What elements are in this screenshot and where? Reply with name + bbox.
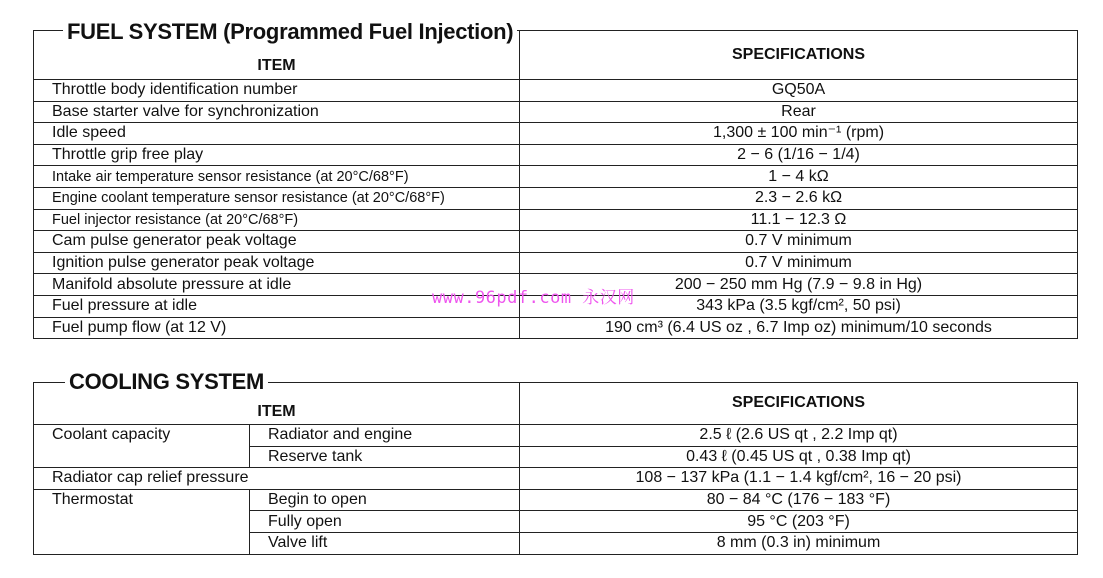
fuel-header-row: [34, 30, 1078, 80]
fuel-spec-cell: 2.3 − 2.6 kΩ: [520, 187, 1078, 209]
fuel-item-header: ITEM: [34, 30, 520, 80]
begin-open-spec: 80 − 84 °C (176 − 183 °F): [520, 489, 1078, 511]
valve-lift-label: Valve lift: [250, 532, 520, 554]
fuel-spec-cell: 200 − 250 mm Hg (7.9 − 9.8 in Hg): [520, 274, 1078, 296]
fuel-item-cell: Intake air temperature sensor resistance (at 20°C/68°F): [34, 166, 520, 188]
fuel-spec-cell: 0.7 V minimum: [520, 231, 1078, 253]
table-row: [34, 101, 1078, 123]
fuel-item-cell: Cam pulse generator peak voltage: [34, 231, 520, 253]
fully-open-label: Fully open: [250, 511, 520, 533]
table-row: [34, 317, 1078, 339]
cooling-item-header: ITEM: [34, 382, 520, 425]
cooling-spec-header: SPECIFICATIONS: [520, 382, 1078, 425]
radiator-engine-spec: 2.5 ℓ (2.6 US qt , 2.2 Imp qt): [520, 425, 1078, 447]
fuel-item-cell: Engine coolant temperature sensor resistance (at 20°C/68°F): [34, 187, 520, 209]
watermark-text: www.96pdf.com 永汉网: [432, 288, 635, 308]
cooling-spec-table: [33, 382, 1078, 555]
fuel-item-cell: Fuel injector resistance (at 20°C/68°F): [34, 209, 520, 231]
fuel-item-cell: Ignition pulse generator peak voltage: [34, 252, 520, 274]
fuel-spec-cell: 2 − 6 (1/16 − 1/4): [520, 144, 1078, 166]
table-row: [34, 468, 1078, 490]
fuel-spec-cell: GQ50A: [520, 80, 1078, 102]
fuel-item-cell: Fuel pump flow (at 12 V): [34, 317, 520, 339]
fuel-item-cell: Manifold absolute pressure at idle: [34, 274, 520, 296]
fuel-spec-cell: 1 − 4 kΩ: [520, 166, 1078, 188]
fuel-section-title: FUEL SYSTEM (Programmed Fuel Injection): [63, 20, 517, 44]
table-row: [34, 187, 1078, 209]
reserve-tank-spec: 0.43 ℓ (0.45 US qt , 0.38 Imp qt): [520, 446, 1078, 468]
fuel-item-cell: Idle speed: [34, 123, 520, 145]
fuel-item-cell: Base starter valve for synchronization: [34, 101, 520, 123]
radiator-engine-label: Radiator and engine: [250, 425, 520, 447]
table-row: [34, 166, 1078, 188]
fuel-item-cell: Fuel pressure at idle: [34, 295, 520, 317]
coolant-capacity-label: Coolant capacity: [34, 425, 250, 468]
cap-relief-spec: 108 − 137 kPa (1.1 − 1.4 kgf/cm², 16 − 20 psi): [520, 468, 1078, 490]
table-row: [34, 252, 1078, 274]
fuel-spec-cell: Rear: [520, 101, 1078, 123]
cooling-section-title: COOLING SYSTEM: [65, 370, 268, 394]
fuel-item-cell: Throttle grip free play: [34, 144, 520, 166]
fuel-spec-header: SPECIFICATIONS: [520, 30, 1078, 80]
fuel-spec-cell: 1,300 ± 100 min⁻¹ (rpm): [520, 123, 1078, 145]
fuel-item-cell: Throttle body identification number: [34, 80, 520, 102]
cap-relief-label: Radiator cap relief pressure: [34, 468, 520, 490]
table-row: [34, 209, 1078, 231]
reserve-tank-label: Reserve tank: [250, 446, 520, 468]
cooling-header-row: [34, 382, 1078, 425]
fuel-spec-cell: 0.7 V minimum: [520, 252, 1078, 274]
thermostat-label: Thermostat: [34, 489, 250, 554]
fully-open-spec: 95 °C (203 °F): [520, 511, 1078, 533]
table-row: [34, 144, 1078, 166]
fuel-spec-cell: 11.1 − 12.3 Ω: [520, 209, 1078, 231]
table-row: [34, 80, 1078, 102]
begin-open-label: Begin to open: [250, 489, 520, 511]
table-row: [34, 489, 1078, 511]
fuel-spec-cell: 343 kPa (3.5 kgf/cm², 50 psi): [520, 295, 1078, 317]
table-row: [34, 123, 1078, 145]
table-row: [34, 425, 1078, 447]
valve-lift-spec: 8 mm (0.3 in) minimum: [520, 532, 1078, 554]
table-row: [34, 231, 1078, 253]
fuel-spec-cell: 190 cm³ (6.4 US oz , 6.7 Imp oz) minimum/10 seconds: [520, 317, 1078, 339]
